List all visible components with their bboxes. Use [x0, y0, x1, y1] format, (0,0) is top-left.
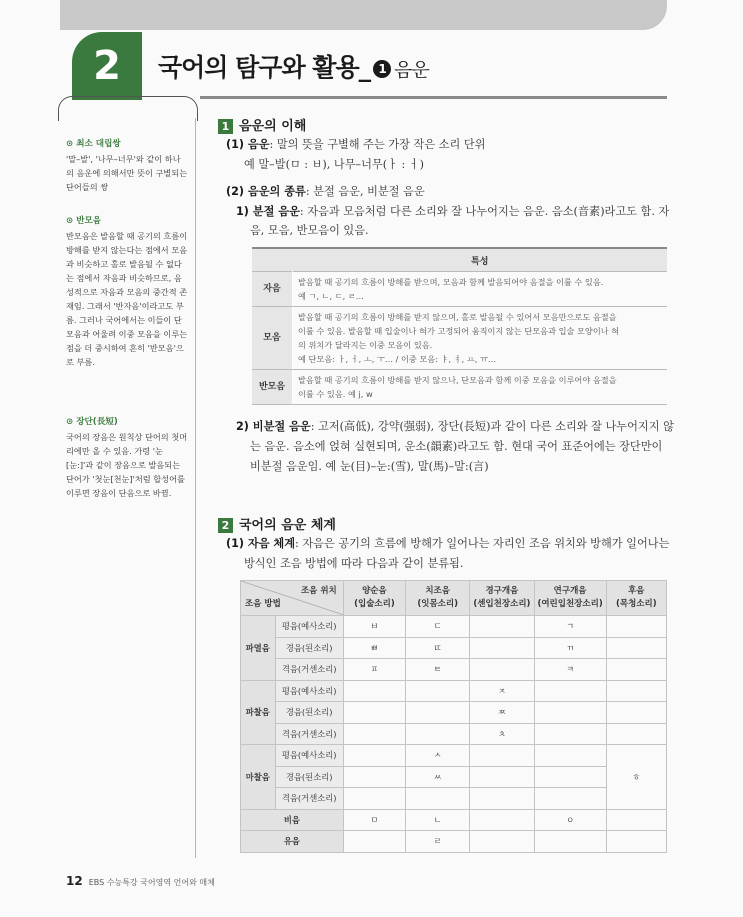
consonant-cell — [406, 723, 470, 745]
note-body: 국어의 장음은 원칙상 단어의 첫머리에만 올 수 있음. 가령 '눈[눈:]'과 같이 장음으로 발음되는 단어가 '첫눈[천눈]'처럼 합성어를 이루면 장음이 단음으로 바뀜. — [66, 432, 188, 498]
table-row — [241, 702, 667, 724]
title-rule — [200, 96, 667, 99]
consonant-cell: ㅌ — [406, 659, 470, 681]
consonant-cell: ㅈ — [470, 680, 534, 702]
table-row — [241, 723, 667, 745]
chapter-title-text: 국어의 탐구와 활용_ — [158, 53, 371, 82]
table-row — [241, 745, 667, 767]
para-segmental — [236, 202, 669, 221]
page-footer — [66, 874, 215, 888]
consonant-cell — [470, 659, 534, 681]
segmental-table — [252, 247, 667, 405]
chapter-number-box — [72, 32, 142, 100]
consonant-cell — [534, 680, 606, 702]
footer-text: EBS 수능특강 국어영역 언어와 매체 — [88, 878, 215, 887]
para-consonant-cont: 방식인 조음 방법에 따라 다음과 같이 분류됨. — [244, 557, 464, 570]
chapter-title — [158, 48, 429, 84]
phonation-label: 경음(된소리) — [275, 702, 343, 724]
section-number: 2 — [218, 518, 233, 533]
consonant-cell — [534, 766, 606, 788]
consonant-cell — [534, 723, 606, 745]
para-text: : 말의 뜻을 구별해 주는 가장 작은 소리 단위 — [269, 138, 486, 151]
consonant-cell: ㄸ — [406, 637, 470, 659]
para-label: (1) 자음 체계 — [226, 537, 296, 550]
corner-cell — [241, 581, 344, 616]
section-1-heading — [218, 115, 306, 134]
chapter-subtitle: 음운 — [394, 59, 429, 81]
para-label: 1) 분절 음운 — [236, 205, 300, 218]
page-number: 12 — [66, 874, 83, 888]
sidebar-divider — [195, 118, 196, 858]
section-title: 국어의 음운 체계 — [239, 518, 336, 533]
manner-label: 마찰음 — [241, 745, 276, 810]
para-text: : 분절 음운, 비분절 음운 — [305, 185, 425, 198]
para-label: (2) 음운의 종류 — [226, 185, 306, 198]
consonant-cell — [534, 702, 606, 724]
consonant-cell — [406, 680, 470, 702]
consonant-cell — [343, 680, 405, 702]
note-title: ⊙ 장단(長短) — [66, 415, 188, 429]
corner-bottom-label: 조음 방법 — [245, 599, 281, 609]
consonant-cell — [606, 659, 666, 681]
consonant-cell: ㄹ — [406, 831, 470, 853]
table-row — [241, 766, 667, 788]
table-row — [241, 809, 667, 831]
manner-label: 파열음 — [241, 616, 276, 681]
note-title: ⊙ 최소 대립쌍 — [66, 137, 188, 151]
para-label: (1) 음운 — [226, 138, 270, 151]
consonant-cell — [606, 702, 666, 724]
example-line: 예 말–발(ㅁ : ㅂ), 나무–너무(ㅏ : ㅓ) — [244, 158, 424, 171]
row-line: 발음할 때 공기의 흐름이 방해를 받으며, 모음과 함께 발음되어야 음절을 이룰 수 있음. — [298, 277, 604, 287]
consonant-cell — [343, 723, 405, 745]
row-line: 발음할 때 공기의 흐름이 방해를 받지 않으며, 홀로 발음될 수 있어서 모음만으로도 음절을 — [298, 312, 617, 322]
phonation-label: 경음(된소리) — [275, 766, 343, 788]
column-header — [406, 581, 470, 616]
consonant-cell — [470, 788, 534, 810]
consonant-cell: ㅂ — [343, 616, 405, 638]
manner-label: 비음 — [241, 809, 344, 831]
consonant-cell: ㄲ — [534, 637, 606, 659]
row-line: 이룰 수 있음. 발음할 때 입술이나 혀가 고정되어 움직이지 않는 단모음과 입술 모양이나 혀 — [298, 326, 620, 336]
row-text — [293, 370, 668, 405]
consonant-cell — [470, 831, 534, 853]
para-text: : 자음은 공기의 흐름에 방해가 일어나는 자리인 조음 위치와 방해가 일어나는 — [295, 537, 670, 550]
column-sub: (여린입천장소리) — [537, 599, 603, 609]
consonant-cell — [534, 788, 606, 810]
chapter-badge: 1 — [373, 60, 391, 78]
column-sub: (목청소리) — [616, 599, 657, 609]
phonation-label: 평음(예사소리) — [275, 616, 343, 638]
consonant-cell — [343, 788, 405, 810]
consonant-cell: ㅃ — [343, 637, 405, 659]
consonant-cell: ㅅ — [406, 745, 470, 767]
table-row — [241, 616, 667, 638]
consonant-table — [240, 580, 667, 853]
row-text — [293, 272, 668, 307]
consonant-cell — [343, 766, 405, 788]
consonant-cell: ㅁ — [343, 809, 405, 831]
row-line: 의 위치가 달라지는 이중 모음이 있음. — [298, 340, 433, 350]
consonant-cell: ㄴ — [406, 809, 470, 831]
consonant-cell — [470, 809, 534, 831]
manner-label: 유음 — [241, 831, 344, 853]
row-label: 반모음 — [252, 370, 293, 405]
table-row — [252, 272, 667, 307]
column-sub: (잇몸소리) — [417, 599, 458, 609]
table-row — [241, 788, 667, 810]
consonant-cell: ㅎ — [606, 745, 666, 810]
consonant-cell: ㄱ — [534, 616, 606, 638]
section-title: 음운의 이해 — [239, 119, 307, 134]
table-row — [241, 659, 667, 681]
para-label: 2) 비분절 음운 — [236, 420, 311, 433]
para-consonant-system — [226, 534, 669, 553]
column-name: 연구개음 — [553, 586, 587, 596]
para-suprasegmental-cont: 는 음운. 음소에 얹혀 실현되며, 운소(韻素)라고도 함. 현대 국어 표준어에는 장단만이 — [250, 440, 663, 453]
column-name: 양순음 — [362, 586, 387, 596]
column-header — [470, 581, 534, 616]
column-name: 경구개음 — [485, 586, 519, 596]
table-row — [252, 307, 667, 370]
phonation-label: 평음(예사소리) — [275, 680, 343, 702]
table-corner — [252, 248, 293, 272]
row-line: 발음할 때 공기의 흐름이 방해를 받지 않으나, 단모음과 함께 이중 모음을 이루어야 음절을 — [298, 375, 617, 385]
consonant-cell: ㄷ — [406, 616, 470, 638]
section-2-heading — [218, 514, 336, 533]
manner-label: 파찰음 — [241, 680, 276, 745]
row-line: 예 ㄱ, ㄴ, ㄷ, ㄹ… — [298, 291, 364, 301]
para-text: : 자음과 모음처럼 다른 소리와 잘 나누어지는 음운. 음소(音素)라고도 함. 자 — [299, 205, 670, 218]
para-segmental-cont: 음, 모음, 반모음이 있음. — [250, 224, 369, 237]
consonant-cell: ㅊ — [470, 723, 534, 745]
chapter-number: 2 — [93, 43, 121, 89]
consonant-cell — [606, 637, 666, 659]
column-header — [343, 581, 405, 616]
sidebar-frame-top — [58, 96, 198, 121]
consonant-cell — [534, 831, 606, 853]
consonant-cell — [534, 745, 606, 767]
note-title: ⊙ 반모음 — [66, 214, 188, 228]
column-header — [606, 581, 666, 616]
consonant-cell: ㅇ — [534, 809, 606, 831]
note-body: 반모음은 발음할 때 공기의 흐름이 방해를 받지 않는다는 점에서 모음과 비슷하고 홀로 발음될 수 없다는 점에서 자음과 비슷하므로, 음성적으로 자음과 모음의 중간적 존재임. 그래서 '반자음'이라고도 부름. 그러나 국어에서는 이들이 단모음과 어울려 이중 모음을 이루는 점을 더 중시하여 흔히 '반모음'으로 부름. — [66, 231, 188, 367]
row-label: 자음 — [252, 272, 293, 307]
consonant-cell — [606, 680, 666, 702]
section-number: 1 — [218, 119, 233, 134]
row-text — [293, 307, 668, 370]
consonant-cell — [470, 745, 534, 767]
table-row — [241, 637, 667, 659]
row-line: 예 단모음: ㅏ, ㅓ, ㅗ, ㅜ… / 이중 모음: ㅑ, ㅕ, ㅛ, ㅠ… — [298, 354, 497, 364]
table-row — [241, 680, 667, 702]
phonation-label: 격음(거센소리) — [275, 723, 343, 745]
consonant-cell — [470, 616, 534, 638]
column-sub: (입술소리) — [354, 599, 395, 609]
consonant-cell: ㅉ — [470, 702, 534, 724]
consonant-cell: ㅋ — [534, 659, 606, 681]
top-band — [60, 0, 667, 30]
consonant-cell: ㅍ — [343, 659, 405, 681]
table-row — [252, 370, 667, 405]
corner-top-label: 조음 위치 — [300, 586, 337, 596]
row-label: 모음 — [252, 307, 293, 370]
consonant-cell — [606, 723, 666, 745]
phonation-label: 경음(된소리) — [275, 637, 343, 659]
column-header — [534, 581, 606, 616]
column-name: 후음 — [628, 586, 645, 596]
consonant-cell — [343, 702, 405, 724]
consonant-cell: ㅆ — [406, 766, 470, 788]
consonant-cell — [406, 788, 470, 810]
column-name: 치조음 — [425, 586, 450, 596]
consonant-cell — [470, 637, 534, 659]
phonation-label: 격음(거센소리) — [275, 659, 343, 681]
phonation-label: 격음(거센소리) — [275, 788, 343, 810]
para-suprasegmental-cont: 비분절 음운임. 예 눈(目)–눈:(雪), 말(馬)–말:(言) — [250, 460, 489, 473]
para-phoneme-types — [226, 182, 425, 201]
para-phoneme — [226, 135, 485, 154]
column-sub: (센입천장소리) — [473, 599, 531, 609]
consonant-cell — [343, 831, 405, 853]
consonant-cell — [606, 809, 666, 831]
consonant-cell — [406, 702, 470, 724]
table-row — [241, 831, 667, 853]
table-header: 특성 — [293, 248, 668, 272]
consonant-cell — [606, 831, 666, 853]
para-suprasegmental — [236, 417, 674, 436]
consonant-cell — [343, 745, 405, 767]
note-body: '말–발', '나무–너무'와 같이 하나의 음운에 의해서만 뜻이 구별되는 단어들의 쌍 — [66, 154, 188, 192]
row-line: 이룰 수 있음. 예 j, w — [298, 389, 373, 399]
consonant-cell — [606, 616, 666, 638]
para-text: : 고저(高低), 강약(强弱), 장단(長短)과 같이 다른 소리와 잘 나누어지지 않 — [310, 420, 674, 433]
sidebar-notes — [66, 137, 188, 520]
phonation-label: 평음(예사소리) — [275, 745, 343, 767]
consonant-cell — [470, 766, 534, 788]
